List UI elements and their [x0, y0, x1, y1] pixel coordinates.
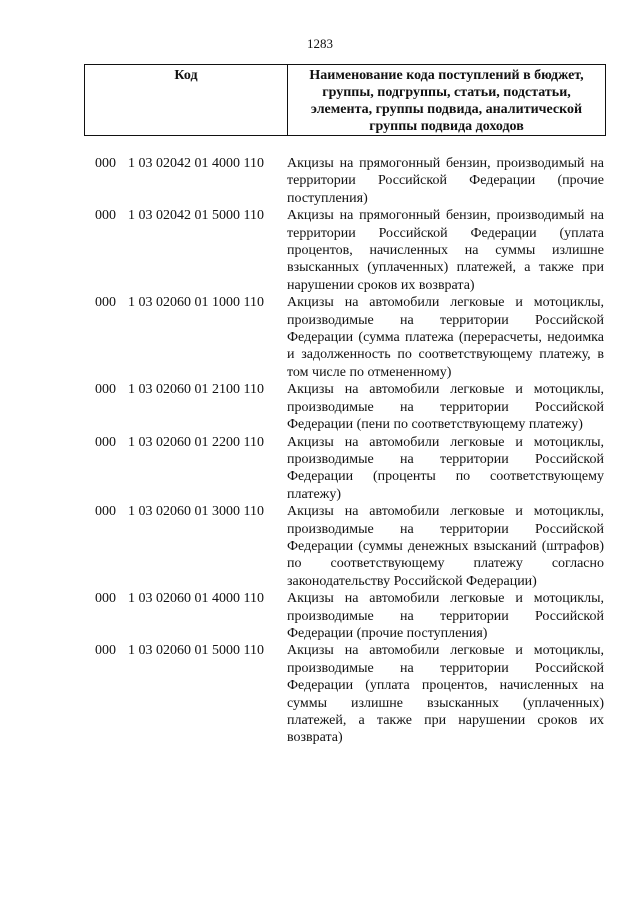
- admin-code: 000: [95, 434, 116, 450]
- income-description: Акцизы на автомобили легковые и мотоциклы, производимые на территории Российской Федерации (уплата процентов, начисленных на суммы излишне взысканных (уплаченных) платежей, а также при нарушении сроков их возврата): [287, 643, 604, 746]
- table-row: [84, 503, 606, 590]
- income-description: Акцизы на прямогонный бензин, производимый на территории Российской Федерации (уплата процентов, начисленных на суммы излишне взысканных (уплаченных) платежей, а также при нарушении сроков их возврата): [287, 208, 604, 293]
- admin-code: 000: [95, 382, 116, 398]
- table-row: [84, 642, 606, 746]
- table-row: [84, 294, 606, 381]
- admin-code: 000: [95, 591, 116, 607]
- page-number: 1283: [307, 36, 333, 51]
- income-code: 1 03 02060 01 4000 110: [128, 591, 264, 607]
- table-row: [84, 590, 606, 642]
- admin-code: 000: [95, 295, 116, 311]
- admin-code: 000: [95, 643, 116, 659]
- income-description: Акцизы на прямогонный бензин, производимый на территории Российской Федерации (прочие поступления): [287, 156, 604, 206]
- table-row: [84, 155, 606, 207]
- income-code: 1 03 02042 01 5000 110: [128, 208, 264, 224]
- income-code: 1 03 02060 01 2200 110: [128, 434, 264, 450]
- admin-code: 000: [95, 208, 116, 224]
- table-header: [84, 64, 606, 136]
- admin-code: 000: [95, 156, 116, 171]
- income-description: Акцизы на автомобили легковые и мотоциклы, производимые на территории Российской Федерации (пени по соответствующему платежу): [287, 382, 604, 433]
- admin-code: 000: [95, 504, 116, 520]
- income-code: 1 03 02060 01 5000 110: [128, 643, 264, 659]
- income-code: 1 03 02060 01 3000 110: [128, 504, 264, 520]
- income-code: 1 03 02042 01 4000 110: [128, 156, 264, 171]
- table-row: [84, 434, 606, 504]
- income-description: Акцизы на автомобили легковые и мотоциклы, производимые на территории Российской Федерации (суммы денежных взысканий (штрафов) по соответствующему платежу согласно законодательству Российской Федерации): [287, 504, 604, 589]
- table-row: [84, 381, 606, 433]
- income-description: Акцизы на автомобили легковые и мотоциклы, производимые на территории Российской Федерации (проценты по соответствующему платежу): [287, 434, 604, 502]
- income-description: Акцизы на автомобили легковые и мотоциклы, производимые на территории Российской Федерации (прочие поступления): [287, 591, 604, 641]
- header-name-column: Наименование кода поступлений в бюджет, группы, подгруппы, статьи, подстатьи, элемента, группы подвида, аналитической группы подвида доходов: [309, 68, 584, 134]
- table-row: [84, 207, 606, 294]
- income-code: 1 03 02060 01 2100 110: [128, 382, 264, 398]
- income-codes-list: [84, 155, 606, 747]
- header-code-column: Код: [85, 65, 288, 135]
- income-code: 1 03 02060 01 1000 110: [128, 295, 264, 311]
- income-description: Акцизы на автомобили легковые и мотоциклы, производимые на территории Российской Федерации (сумма платежа (перерасчеты, недоимка и задолженность по соответствующему платежу, в том числе по отмененному): [287, 295, 604, 380]
